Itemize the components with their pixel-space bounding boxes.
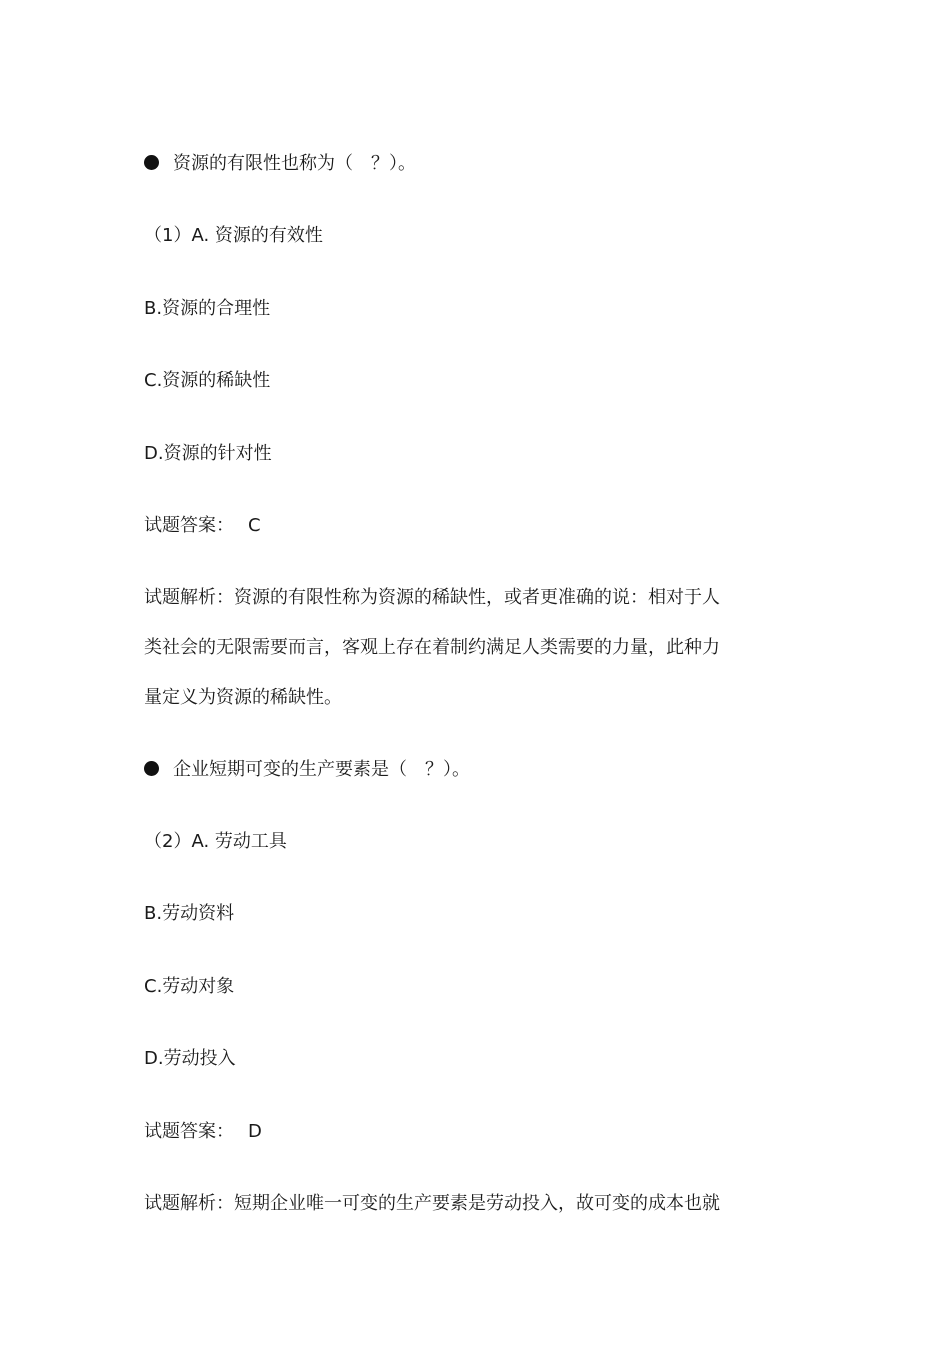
question-1-option-b: B.资源的合理性 — [144, 298, 271, 319]
question-1-stem — [144, 152, 416, 176]
question-1-option-d: D.资源的针对性 — [144, 443, 272, 464]
question-1-analysis — [144, 573, 754, 723]
question-2-option-b: B.劳动资料 — [144, 903, 235, 924]
question-2-option-d: D.劳动投入 — [144, 1048, 236, 1069]
question-2-option-c: C.劳动对象 — [144, 976, 235, 997]
bullet-icon — [144, 761, 159, 776]
analysis-line: 试题解析：资源的有限性称为资源的稀缺性，或者更准确的说：相对于人 — [144, 587, 720, 608]
bullet-icon — [144, 155, 159, 170]
answer-label: 试题答案： — [144, 515, 234, 536]
answer-label: 试题答案： — [144, 1121, 234, 1142]
question-2-analysis — [144, 1179, 754, 1229]
analysis-line: 类社会的无限需要而言，客观上存在着制约满足人类需要的力量，此种力 — [144, 637, 720, 658]
question-1-stem-text: 资源的有限性也称为（ ？）。 — [173, 153, 416, 174]
question-1-option-c: C.资源的稀缺性 — [144, 370, 271, 391]
answer-value: D — [248, 1121, 262, 1142]
answer-value: C — [248, 515, 261, 536]
question-2-stem — [144, 758, 470, 782]
analysis-line: 量定义为资源的稀缺性。 — [144, 687, 342, 708]
question-2-stem-text: 企业短期可变的生产要素是（ ？）。 — [173, 759, 470, 780]
question-2-answer — [144, 1120, 262, 1144]
analysis-line: 试题解析：短期企业唯一可变的生产要素是劳动投入，故可变的成本也就 — [144, 1193, 720, 1214]
question-2-option-a: （2）A. 劳动工具 — [144, 831, 287, 852]
question-1-answer — [144, 514, 261, 538]
question-1-option-a: （1）A. 资源的有效性 — [144, 225, 323, 246]
